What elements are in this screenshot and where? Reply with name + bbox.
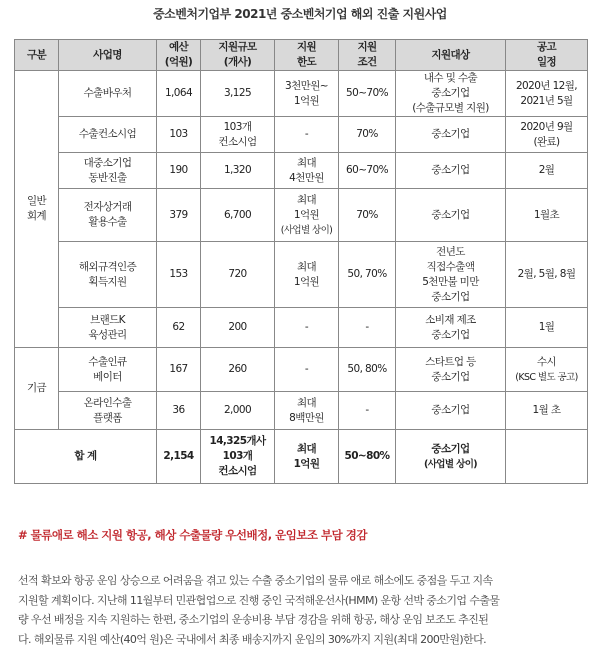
condition-cell: - bbox=[339, 392, 396, 430]
table-header-row bbox=[15, 40, 588, 71]
limit-cell: 최대 4천만원 bbox=[275, 153, 339, 189]
schedule-cell bbox=[506, 430, 588, 484]
schedule-cell: 1월 bbox=[506, 308, 588, 348]
header-schedule: 공고 일정 bbox=[506, 40, 588, 71]
table-row bbox=[15, 71, 588, 117]
limit-cell: 최대 1억원 bbox=[275, 430, 339, 484]
paragraph-line: 다. 해외물류 지원 예산(40억 원)은 국내에서 최종 배송지까지 운임의 30%까지 지원(최대 200만원)한다. bbox=[18, 632, 486, 646]
condition-cell: 50~80% bbox=[339, 430, 396, 484]
program-name: 대중소기업 동반진출 bbox=[59, 153, 157, 189]
budget-cell: 36 bbox=[157, 392, 201, 430]
budget-cell: 167 bbox=[157, 348, 201, 392]
program-name: 전자상거래 활용수출 bbox=[59, 189, 157, 242]
target-cell: 중소기업 bbox=[396, 392, 506, 430]
total-label: 합 계 bbox=[15, 430, 157, 484]
schedule-cell: 2020년 9월 (완료) bbox=[506, 117, 588, 153]
budget-cell: 153 bbox=[157, 242, 201, 308]
condition-cell: 50, 80% bbox=[339, 348, 396, 392]
target-cell: 내수 및 수출 중소기업 (수출규모별 지원) bbox=[396, 71, 506, 117]
scale-cell: 103개 컨소시엄 bbox=[201, 117, 275, 153]
limit-cell: 최대 8백만원 bbox=[275, 392, 339, 430]
condition-cell: 50, 70% bbox=[339, 242, 396, 308]
condition-cell: 70% bbox=[339, 189, 396, 242]
limit-cell: - bbox=[275, 348, 339, 392]
scale-cell: 2,000 bbox=[201, 392, 275, 430]
target-cell: 전년도 직접수출액 5천만불 미만 중소기업 bbox=[396, 242, 506, 308]
scale-cell: 260 bbox=[201, 348, 275, 392]
schedule-cell: 수시 (KSC 별도 공고) bbox=[506, 348, 588, 392]
target-cell: 중소기업 (사업별 상이) bbox=[396, 430, 506, 484]
target-cell: 소비재 제조 중소기업 bbox=[396, 308, 506, 348]
budget-cell: 1,064 bbox=[157, 71, 201, 117]
header-target: 지원대상 bbox=[396, 40, 506, 71]
table-row bbox=[15, 117, 588, 153]
paragraph-line: 지원할 계획이다. 지난해 11월부터 민관협업으로 진행 중인 국적해운선사(HMM) 운항 선박 중소기업 수출물 bbox=[18, 593, 500, 607]
table-row bbox=[15, 153, 588, 189]
target-cell: 스타트업 등 중소기업 bbox=[396, 348, 506, 392]
limit-cell: 최대 1억원 bbox=[275, 242, 339, 308]
table-row bbox=[15, 189, 588, 242]
header-program: 사업명 bbox=[59, 40, 157, 71]
limit-cell: 최대 1억원 (사업별 상이) bbox=[275, 189, 339, 242]
condition-cell: - bbox=[339, 308, 396, 348]
table-row bbox=[15, 392, 588, 430]
program-name: 해외규격인증 획득지원 bbox=[59, 242, 157, 308]
target-cell: 중소기업 bbox=[396, 153, 506, 189]
target-cell: 중소기업 bbox=[396, 117, 506, 153]
header-category: 구분 bbox=[15, 40, 59, 71]
program-name: 수출인큐 베이터 bbox=[59, 348, 157, 392]
header-condition: 지원 조건 bbox=[339, 40, 396, 71]
group-fund: 기금 bbox=[15, 348, 59, 430]
section-heading: # 물류애로 해소 지원 항공, 해상 수출물량 우선배정, 운임보조 부담 경감 bbox=[18, 528, 367, 542]
program-name: 온라인수출 플랫폼 bbox=[59, 392, 157, 430]
program-name: 수출바우처 bbox=[59, 71, 157, 117]
scale-cell: 14,325개사 103개 컨소시엄 bbox=[201, 430, 275, 484]
table-row bbox=[15, 242, 588, 308]
scale-cell: 3,125 bbox=[201, 71, 275, 117]
schedule-cell: 2월 bbox=[506, 153, 588, 189]
group-general-account: 일반 회계 bbox=[15, 71, 59, 348]
schedule-cell: 1월초 bbox=[506, 189, 588, 242]
header-budget: 예산 (억원) bbox=[157, 40, 201, 71]
schedule-cell: 1월 초 bbox=[506, 392, 588, 430]
page-title: 중소벤처기업부 2021년 중소벤처기업 해외 진출 지원사업 bbox=[153, 7, 447, 21]
header-scale: 지원규모 (개사) bbox=[201, 40, 275, 71]
paragraph-line: 량 우선 배정을 지속 지원하는 한편, 중소기업의 운송비용 부담 경감을 위해 항공, 해상 운임 보조도 추진된 bbox=[18, 613, 489, 626]
support-program-table bbox=[14, 39, 588, 484]
budget-cell: 190 bbox=[157, 153, 201, 189]
schedule-cell: 2020년 12월, 2021년 5월 bbox=[506, 71, 588, 117]
condition-cell: 50~70% bbox=[339, 71, 396, 117]
target-cell: 중소기업 bbox=[396, 189, 506, 242]
condition-cell: 70% bbox=[339, 117, 396, 153]
scale-cell: 200 bbox=[201, 308, 275, 348]
budget-cell: 103 bbox=[157, 117, 201, 153]
table-row bbox=[15, 348, 588, 392]
limit-cell: - bbox=[275, 117, 339, 153]
budget-cell: 62 bbox=[157, 308, 201, 348]
paragraph-line: 선적 확보와 항공 운임 상승으로 어려움을 겪고 있는 수출 중소기업의 물류 애로 해소에도 중점을 두고 지속 bbox=[18, 574, 493, 587]
scale-cell: 1,320 bbox=[201, 153, 275, 189]
budget-cell: 379 bbox=[157, 189, 201, 242]
header-limit: 지원 한도 bbox=[275, 40, 339, 71]
scale-cell: 720 bbox=[201, 242, 275, 308]
program-name: 수출컨소시엄 bbox=[59, 117, 157, 153]
limit-cell: - bbox=[275, 308, 339, 348]
scale-cell: 6,700 bbox=[201, 189, 275, 242]
table-total-row bbox=[15, 430, 588, 484]
condition-cell: 60~70% bbox=[339, 153, 396, 189]
program-name: 브랜드K 육성관리 bbox=[59, 308, 157, 348]
schedule-cell: 2월, 5월, 8월 bbox=[506, 242, 588, 308]
budget-cell: 2,154 bbox=[157, 430, 201, 484]
limit-cell: 3천만원~ 1억원 bbox=[275, 71, 339, 117]
body-paragraph bbox=[18, 571, 586, 649]
table-row bbox=[15, 308, 588, 348]
